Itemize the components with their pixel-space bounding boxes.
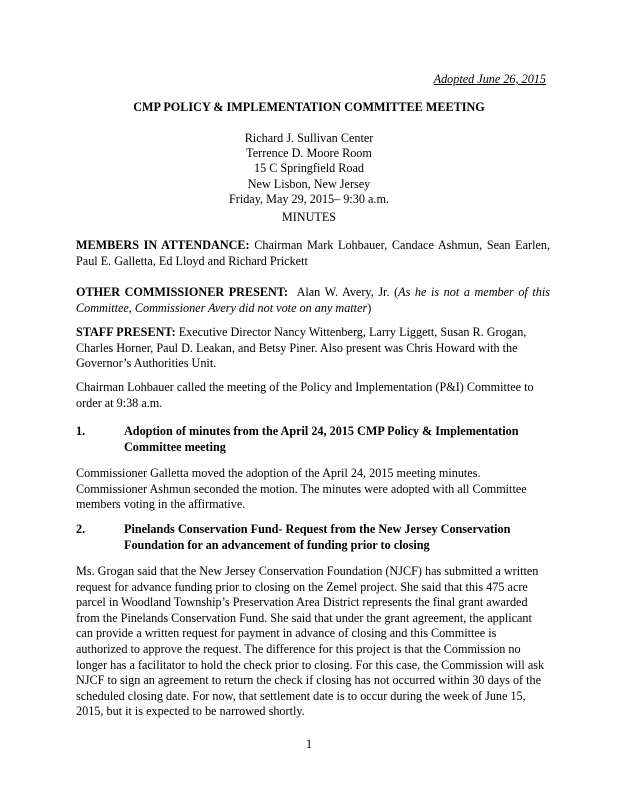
item-1-heading-line-2: Committee meeting <box>124 439 226 454</box>
other-commissioner-paragraph <box>76 285 550 316</box>
item-1-body: Commissioner Galletta moved the adoption of the April 24, 2015 meeting minutes. Commissioner Ashmun seconded the motion. The minutes were adopted with all Committee members voting in the affirmative. <box>76 466 527 512</box>
members-paragraph <box>76 238 550 269</box>
other-commissioner-note: As he is not a member of this Committee, Commissioner Avery did not vote on any matter <box>76 285 550 315</box>
meeting-location <box>0 131 618 207</box>
staff-paragraph <box>76 325 550 372</box>
item-2-heading-line-1: Pinelands Conservation Fund- Request from the New Jersey Conservation <box>124 522 511 536</box>
members-list: Chairman Mark Lohbauer, Candace Ashmun, Sean Earlen, Paul E. Galletta, Ed Lloyd and Richard Prickett <box>76 238 551 268</box>
call-to-order-paragraph: Chairman Lohbauer called the meeting of the Policy and Implementation (P&I) Committee to order at 9:38 a.m. <box>76 380 534 410</box>
item-2-number: 2. <box>76 522 86 536</box>
page-number: 1 <box>305 737 313 751</box>
item-1-heading <box>76 424 550 455</box>
other-commissioner-label: OTHER COMMISSIONER PRESENT: <box>76 285 289 299</box>
other-commissioner-close: ) <box>367 300 372 315</box>
item-2-heading-line-2: Foundation for an advancement of funding prior to closing <box>124 537 430 552</box>
address-line: 15 C Springfield Road <box>253 161 365 176</box>
other-commissioner-name: Alan W. Avery, Jr. ( <box>296 285 399 299</box>
item-2-heading <box>76 522 550 553</box>
address-line: Terrence D. Moore Room <box>246 146 372 161</box>
address-line: Richard J. Sullivan Center <box>244 131 374 145</box>
item-1-heading-line-1: Adoption of minutes from the April 24, 2015 CMP Policy & Implementation <box>124 424 519 438</box>
minutes-label: MINUTES <box>281 210 337 224</box>
address-line: New Lisbon, New Jersey <box>247 176 371 191</box>
staff-label: STAFF PRESENT: <box>76 325 176 339</box>
members-label: MEMBERS IN ATTENDANCE: <box>76 238 250 252</box>
page-title: CMP POLICY & IMPLEMENTATION COMMITTEE MEETING <box>133 100 485 114</box>
item-1-number: 1. <box>76 424 86 438</box>
meeting-date-line: Friday, May 29, 2015– 9:30 a.m. <box>228 191 389 206</box>
adopted-date: Adopted June 26, 2015 <box>433 72 546 86</box>
item-2-body: Ms. Grogan said that the New Jersey Conservation Foundation (NJCF) has submitted a written request for advance funding prior to closing on the Zemel project. She said that this 475 acre parcel in Woodland Township’s Preservation Area District represents the final grant awarded from the Pinelands Conservation Fund. She said that under the grant agreement, the applicant can provide a written request for payment in advance of closing and this Committee is authorized to approve the request. The difference for this project is that the Commission no longer has a facilitator to hold the check prior to closing. For this case, the Commission will ask NJCF to sign an agreement to return the check if closing has not occurred within 30 days of the scheduled closing date. For now, that settlement date is to occur during the week of June 15, 2015, but it is expected to be narrowed shortly. <box>76 564 545 719</box>
staff-list: Executive Director Nancy Wittenberg, Larry Liggett, Susan R. Grogan, Charles Horner, Paul D. Leakan, and Betsy Piner. Also present was Chris Howard with the Governor’s Authorities Unit. <box>76 325 527 371</box>
